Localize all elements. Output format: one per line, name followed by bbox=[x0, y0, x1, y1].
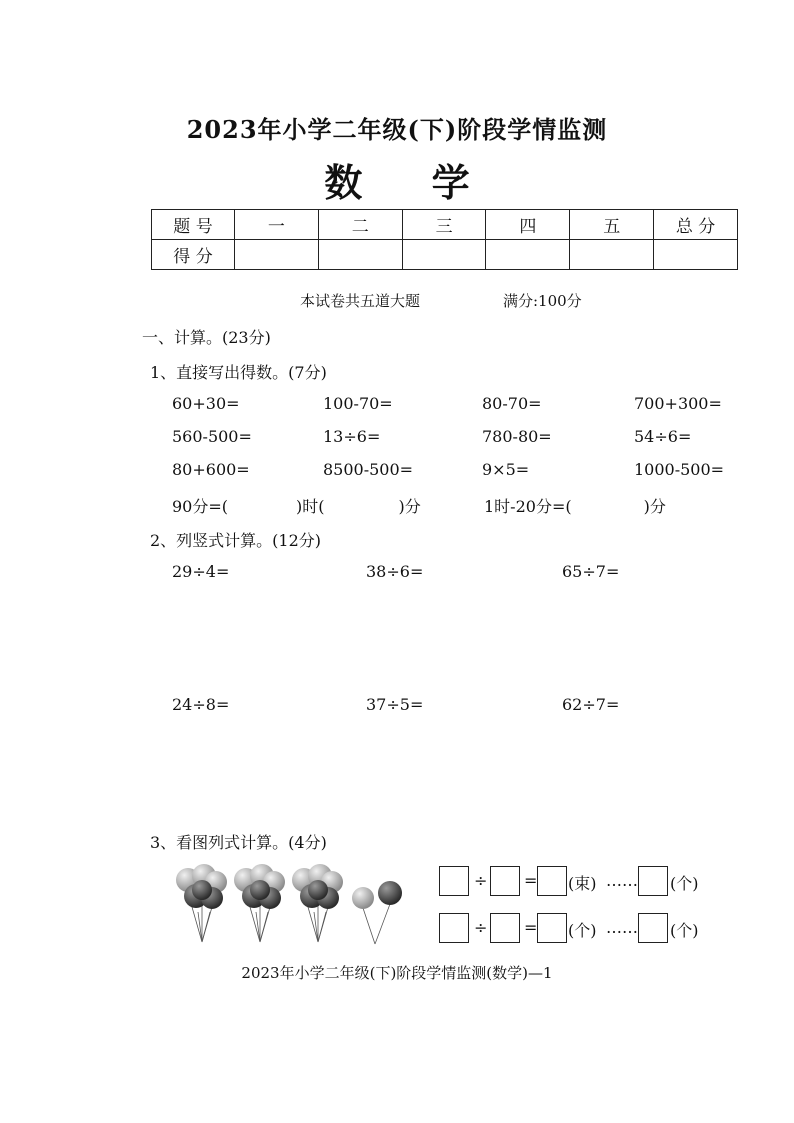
unit-each: (个) bbox=[670, 874, 699, 893]
question-count: 本试卷共五道大题 bbox=[300, 292, 421, 310]
time-left-b: )时( bbox=[296, 497, 325, 516]
score-cell-2[interactable] bbox=[318, 240, 402, 270]
score-cell-5[interactable] bbox=[570, 240, 654, 270]
page-footer: 2023年小学二年级(下)阶段学情监测(数学)—1 bbox=[241, 964, 553, 982]
equals-sign: = bbox=[524, 918, 538, 937]
q1-time-left bbox=[172, 494, 421, 517]
q2-item: 29÷4= bbox=[172, 562, 230, 581]
divide-sign: ÷ bbox=[474, 871, 488, 890]
score-cell-1[interactable] bbox=[235, 240, 319, 270]
score-row-label: 得 分 bbox=[152, 240, 235, 270]
section-1-title: 一、计算。(23分) bbox=[142, 328, 271, 347]
time-right-b: )分 bbox=[643, 497, 666, 516]
score-table-header-row bbox=[152, 210, 738, 240]
q1-item: 780-80= bbox=[482, 427, 552, 446]
score-header-1: 一 bbox=[235, 210, 319, 240]
answer-box[interactable] bbox=[638, 913, 668, 943]
q1-item: 100-70= bbox=[323, 394, 393, 413]
q1-item: 700+300= bbox=[634, 394, 722, 413]
answer-box[interactable] bbox=[439, 913, 469, 943]
q1-item: 13÷6= bbox=[323, 427, 381, 446]
answer-box[interactable] bbox=[537, 866, 567, 896]
answer-box[interactable] bbox=[439, 866, 469, 896]
remainder-dots: …… bbox=[606, 918, 638, 937]
q2-item: 24÷8= bbox=[172, 695, 230, 714]
unit-each: (个) bbox=[568, 921, 597, 940]
answer-box[interactable] bbox=[537, 913, 567, 943]
q2-item: 62÷7= bbox=[562, 695, 620, 714]
time-right-a: 1时-20分=( bbox=[484, 497, 572, 516]
score-header-3: 三 bbox=[402, 210, 486, 240]
q1-item: 80+600= bbox=[172, 460, 250, 479]
q1-time-right bbox=[484, 494, 666, 517]
score-header-label: 题 号 bbox=[152, 210, 235, 240]
q1-item: 80-70= bbox=[482, 394, 542, 413]
q3-title: 3、看图列式计算。(4分) bbox=[150, 833, 327, 852]
score-header-4: 四 bbox=[486, 210, 570, 240]
score-table-score-row bbox=[152, 240, 738, 270]
time-left-a: 90分=( bbox=[172, 497, 229, 516]
score-header-2: 二 bbox=[318, 210, 402, 240]
unit-bunch: (束) bbox=[568, 874, 597, 893]
remainder-dots: …… bbox=[606, 871, 638, 890]
score-header-total: 总 分 bbox=[654, 210, 738, 240]
answer-box[interactable] bbox=[490, 866, 520, 896]
equals-sign: = bbox=[524, 871, 538, 890]
score-cell-3[interactable] bbox=[402, 240, 486, 270]
balloons-icon bbox=[170, 860, 410, 950]
q1-item: 560-500= bbox=[172, 427, 252, 446]
q2-item: 65÷7= bbox=[562, 562, 620, 581]
unit-each: (个) bbox=[670, 921, 699, 940]
exam-title: 2023年小学二年级(下)阶段学情监测 bbox=[186, 115, 608, 144]
q2-title: 2、列竖式计算。(12分) bbox=[150, 531, 322, 550]
q1-item: 8500-500= bbox=[323, 460, 414, 479]
answer-box[interactable] bbox=[638, 866, 668, 896]
q1-item: 54÷6= bbox=[634, 427, 692, 446]
answer-box[interactable] bbox=[490, 913, 520, 943]
score-cell-4[interactable] bbox=[486, 240, 570, 270]
time-left-c: )分 bbox=[398, 497, 421, 516]
q1-item: 60+30= bbox=[172, 394, 240, 413]
subject-title: 数 学 bbox=[324, 160, 498, 205]
q1-item: 1000-500= bbox=[634, 460, 725, 479]
divide-sign: ÷ bbox=[474, 918, 488, 937]
score-cell-total[interactable] bbox=[654, 240, 738, 270]
full-marks: 满分:100分 bbox=[503, 292, 582, 310]
q1-title: 1、直接写出得数。(7分) bbox=[150, 363, 327, 382]
score-table bbox=[151, 209, 738, 270]
q1-item: 9×5= bbox=[482, 460, 530, 479]
q2-item: 37÷5= bbox=[366, 695, 424, 714]
score-header-5: 五 bbox=[570, 210, 654, 240]
q2-item: 38÷6= bbox=[366, 562, 424, 581]
